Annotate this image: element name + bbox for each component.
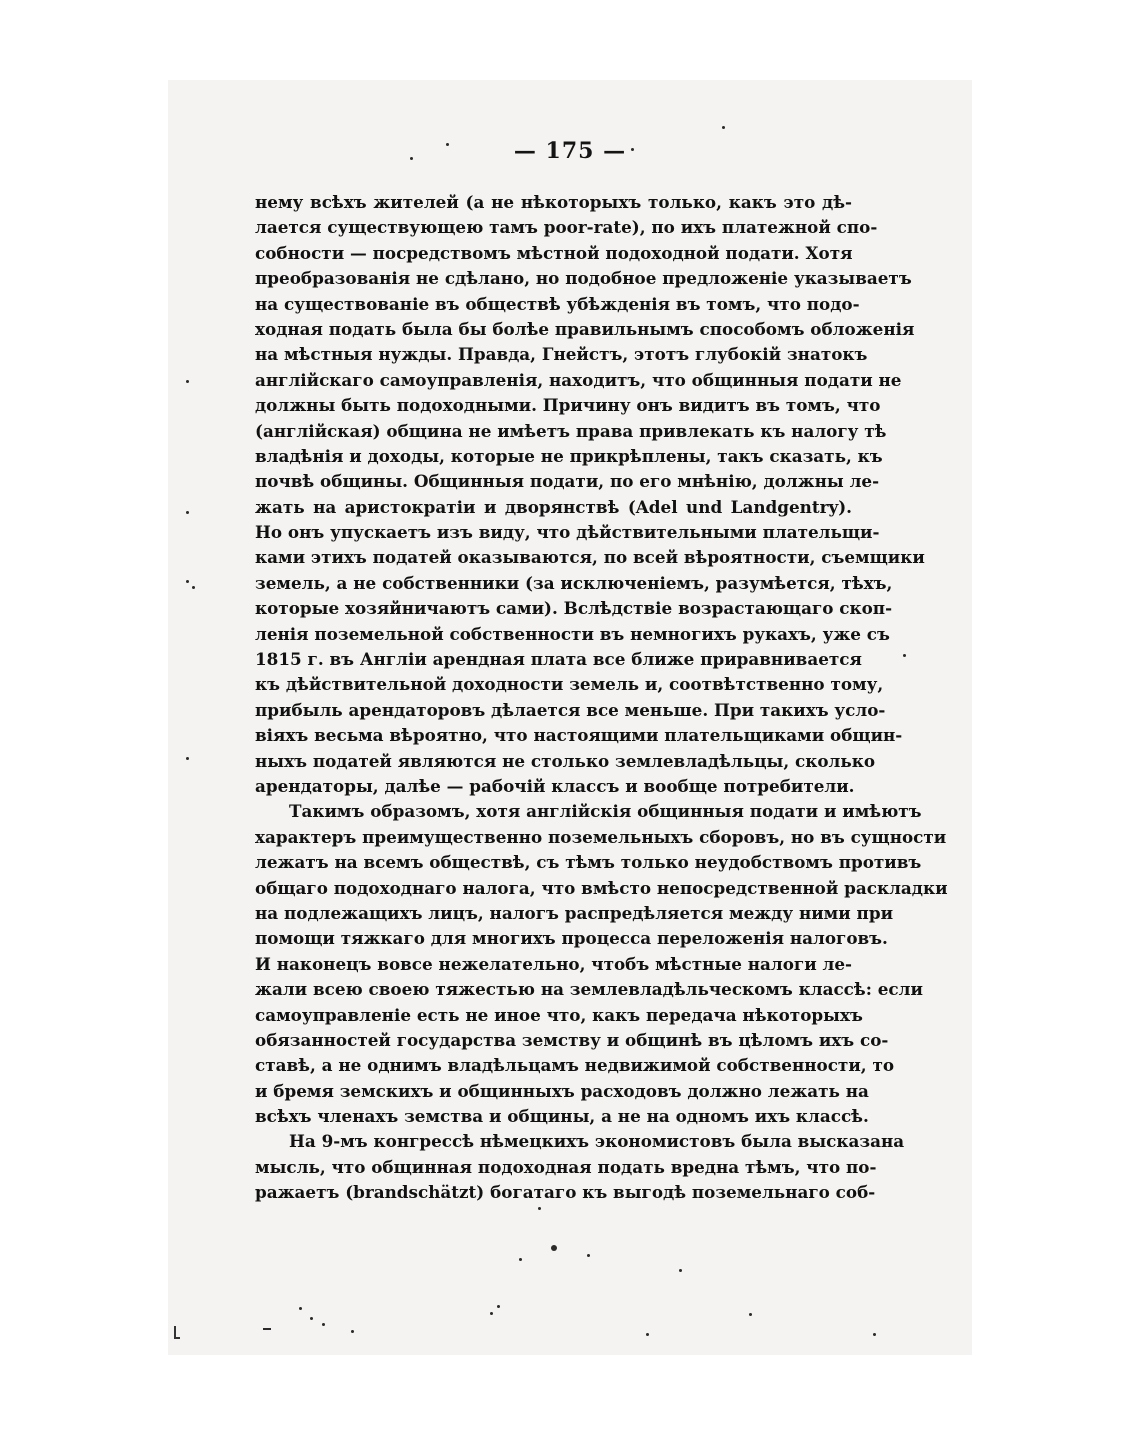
text-line: должны быть подоходными. Причину онъ видитъ въ томъ, что — [255, 395, 881, 416]
scan-speck — [497, 1305, 500, 1308]
body-text — [255, 190, 948, 1206]
scan-speck — [903, 654, 906, 657]
text-line: почвѣ общины. Общинныя подати, по его мнѣнію, должны ле- — [255, 471, 880, 492]
text-line: на мѣстныя нужды. Правда, Гнейстъ, этотъ глубокій знатокъ — [255, 344, 868, 365]
scan-speck — [322, 1323, 325, 1326]
scan-speck — [490, 1312, 493, 1315]
text-line: Но онъ упускаетъ изъ виду, что дѣйствительными плательщи- — [255, 522, 880, 543]
scan-speck — [351, 1330, 354, 1333]
scan-speck — [446, 143, 449, 146]
scan-speck — [646, 1333, 649, 1336]
text-line: всѣхъ членахъ земства и общины, а не на одномъ ихъ классѣ. — [255, 1106, 869, 1127]
text-line: къ дѣйствительной доходности земель и, соотвѣтственно тому, — [255, 674, 884, 695]
text-line: самоуправленіе есть не иное что, какъ передача нѣкоторыхъ — [255, 1004, 863, 1025]
text-line: на подлежащихъ лицъ, налогъ распредѣляется между ними при — [255, 902, 894, 923]
text-line: помощи тяжкаго для многихъ процесса переложенія налоговъ. — [255, 928, 888, 949]
scan-speck — [410, 157, 413, 160]
text-line: ставѣ, а не однимъ владѣльцамъ недвижимой собственности, то — [255, 1055, 895, 1076]
text-line: ленія поземельной собственности въ немногихъ рукахъ, уже съ — [255, 623, 890, 644]
text-line: жать на аристократіи и дворянствѣ (Adel und Landgentry). — [255, 496, 852, 517]
text-line: и бремя земскихъ и общинныхъ расходовъ должно лежать на — [255, 1080, 869, 1101]
scan-speck — [192, 586, 195, 589]
text-line: земель, а не собственники (за исключеніемъ, разумѣется, тѣхъ, — [255, 572, 893, 593]
page-number: — 175 — — [513, 138, 627, 164]
text-line: на существованіе въ обществѣ убѣжденія въ томъ, что подо- — [255, 293, 860, 314]
scan-speck — [186, 380, 189, 383]
text-line: арендаторы, далѣе — рабочій классъ и вообще потребители. — [255, 775, 855, 796]
text-line: 1815 г. въ Англіи арендная плата все ближе приравнивается — [255, 649, 862, 670]
text-line: (англійская) община не имѣетъ права привлекать къ налогу тѣ — [255, 420, 887, 441]
text-line: ражаетъ (brandschätzt) богатаго къ выгодѣ поземельнаго соб- — [255, 1182, 876, 1203]
text-line: владѣнія и доходы, которые не прикрѣплены, такъ сказать, къ — [255, 445, 883, 466]
text-line: общаго подоходнаго налога, что вмѣсто непосредственной раскладки — [255, 877, 948, 898]
text-line: Такимъ образомъ, хотя англійскія общинныя подати и имѣютъ — [289, 801, 922, 822]
scan-speck — [587, 1254, 590, 1257]
scan-speck — [186, 580, 189, 583]
scan-speck — [186, 511, 189, 514]
scan-speck — [299, 1307, 302, 1310]
text-line: преобразованія не сдѣлано, но подобное предложеніе указываетъ — [255, 268, 912, 289]
text-line: прибыль арендаторовъ дѣлается все меньше. При такихъ усло- — [255, 699, 886, 720]
text-line: И наконецъ вовсе нежелательно, чтобъ мѣстные налоги ле- — [255, 953, 852, 974]
scan-speck — [749, 1313, 752, 1316]
scan-speck — [186, 757, 189, 760]
text-line: ныхъ податей являются не столько землевладѣльцы, сколько — [255, 750, 876, 771]
text-line: обязанностей государства земству и общинѣ въ цѣломъ ихъ со- — [255, 1029, 889, 1050]
text-line: мысль, что общинная подоходная подать вредна тѣмъ, что по- — [255, 1156, 877, 1177]
scan-speck — [873, 1333, 876, 1336]
text-line: лежатъ на всемъ обществѣ, съ тѣмъ только неудобствомъ противъ — [255, 852, 922, 873]
scan-speck — [310, 1317, 313, 1320]
text-line: собности — посредствомъ мѣстной подоходной подати. Хотя — [255, 242, 853, 263]
scan-speck — [538, 1207, 541, 1210]
text-line: На 9-мъ конгрессѣ нѣмецкихъ экономистовъ была высказана — [289, 1131, 905, 1152]
text-line: которые хозяйничаютъ сами). Вслѣдствіе возрастающаго скоп- — [255, 598, 893, 619]
corner-mark — [174, 1326, 180, 1339]
text-line: лается существующею тамъ poor-rate), по ихъ платежной спо- — [255, 217, 878, 238]
scan-speck — [679, 1269, 682, 1272]
text-line: нему всѣхъ жителей (а не нѣкоторыхъ только, какъ это дѣ- — [255, 192, 852, 212]
text-line: віяхъ весьма вѣроятно, что настоящими плательщиками общин- — [255, 725, 903, 746]
scan-speck — [551, 1245, 557, 1251]
scan-speck — [519, 1258, 522, 1261]
text-line: ходная подать была бы болѣе правильнымъ способомъ обложенія — [255, 318, 915, 339]
text-line: жали всею своею тяжестью на землевладѣльческомъ классѣ: если — [255, 979, 923, 1000]
scan-speck — [263, 1328, 271, 1330]
scan-speck — [722, 126, 725, 129]
text-line: англійскаго самоуправленія, находитъ, что общинныя подати не — [255, 369, 902, 390]
text-line: ками этихъ податей оказываются, по всей вѣроятности, съемщики — [255, 547, 925, 568]
scan-speck — [631, 148, 634, 151]
text-line: характеръ преимущественно поземельныхъ сборовъ, но въ сущности — [255, 826, 947, 847]
